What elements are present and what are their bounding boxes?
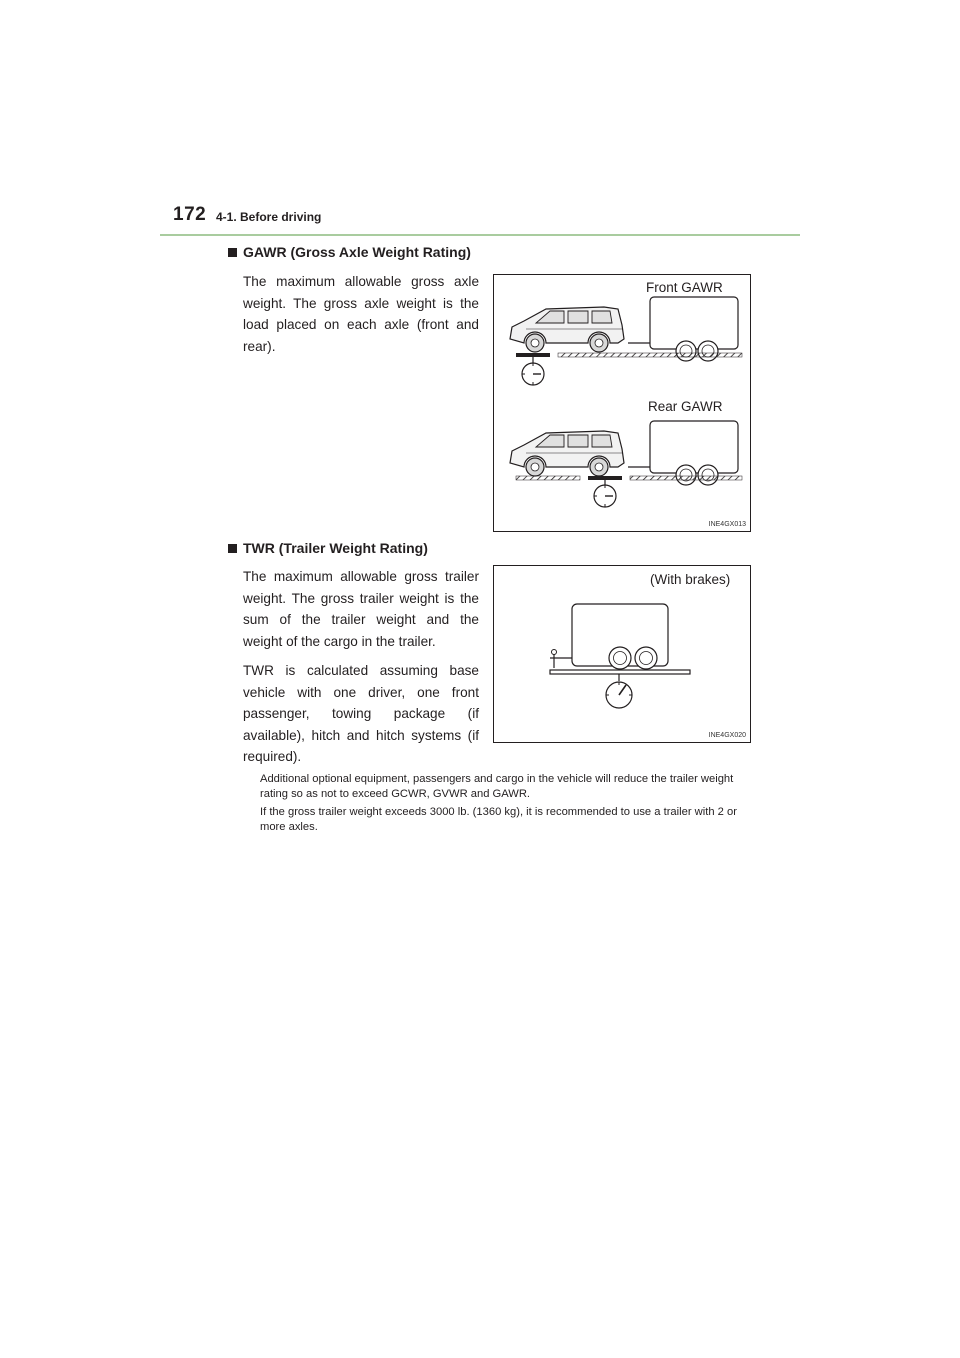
gawr-body <box>243 271 479 365</box>
gawr-figure <box>493 274 751 532</box>
paragraph: The maximum allowable gross trailer weight. The gross trailer weight is the sum of the trailer weight and the weight of the cargo in the trailer. <box>243 569 479 649</box>
page-header <box>160 204 800 238</box>
scale-front <box>522 363 544 385</box>
square-bullet-icon <box>228 248 237 257</box>
notes <box>260 772 750 838</box>
square-bullet-icon <box>228 544 237 553</box>
twr-illustration <box>494 566 750 742</box>
label-with-brakes: (With brakes) <box>650 572 731 587</box>
note-2: If the gross trailer weight exceeds 3000 lb. (1360 kg), it is recommended to use a trailer with 2 or more axles. <box>260 806 737 833</box>
paragraph: The maximum allowable gross axle weight. The gross axle weight is the load placed on each axle (front and rear). <box>243 274 479 354</box>
header-rule <box>160 234 800 236</box>
figure-code: INE4GX020 <box>708 732 746 739</box>
suv-rear-scene <box>510 431 624 476</box>
trailer-rear-scene <box>628 421 738 485</box>
twr-body <box>243 566 479 776</box>
note-1: Additional optional equipment, passengers and cargo in the vehicle will reduce the trailer weight rating so as not to exceed GCWR, GVWR and GAWR. <box>260 773 734 800</box>
paragraph: TWR is calculated assuming base vehicle with one driver, one front passenger, towing package (if available), hitch and hitch systems (if required). <box>243 663 479 764</box>
trailer-front-scene <box>628 297 738 361</box>
scale-rear <box>594 485 616 507</box>
section-heading-gawr: GAWR (Gross Axle Weight Rating) <box>228 244 471 260</box>
figure-code: INE4GX013 <box>708 521 746 528</box>
page-number: 172 <box>173 204 207 225</box>
suv-front-scene <box>510 307 624 352</box>
section-heading-twr: TWR (Trailer Weight Rating) <box>228 540 428 556</box>
twr-figure <box>493 565 751 743</box>
section-title: 4-1. Before driving <box>216 210 322 224</box>
label-front-gawr: Front GAWR <box>646 280 723 295</box>
label-rear-gawr: Rear GAWR <box>648 399 723 414</box>
